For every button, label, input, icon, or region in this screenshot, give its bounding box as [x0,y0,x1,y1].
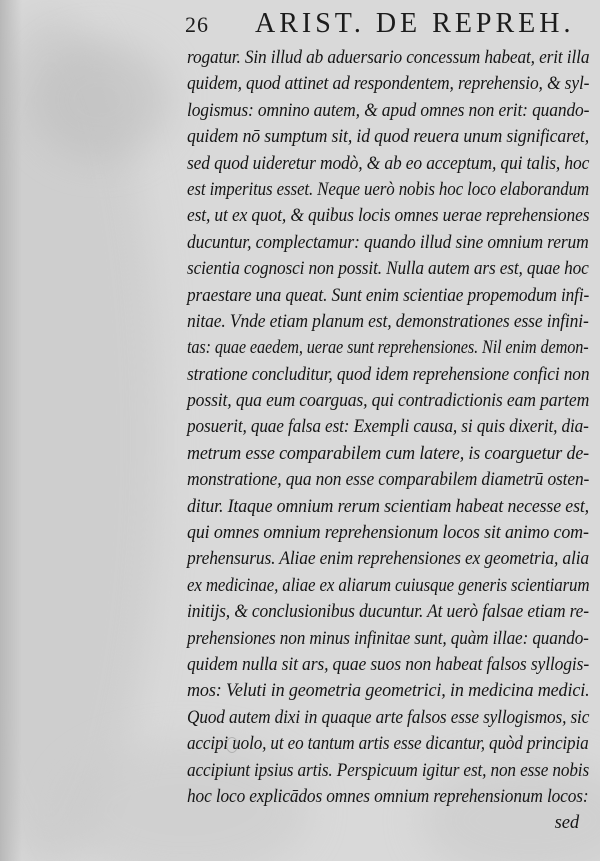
text-line: qui omnes omnium reprehensionum locos sit animo com- [187,522,589,544]
page-number: 26 [185,12,209,37]
page-gutter-shadow [0,0,22,861]
text-line: metrum esse comparabilem cum latere, is coarguetur de- [187,442,590,464]
text-line: praestare una queat. Sunt enim scientiae propemodum infi- [187,284,590,306]
text-line: sed quod uideretur modò, & ab eo acceptum, qui talis, hoc [187,152,590,174]
text-line: est, ut ex quot, & quibus locis omnes uerae reprehensiones [187,205,590,227]
running-head [185,8,575,40]
text-line: ditur. Itaque omnium rerum scientiam habeat necesse est, [187,495,590,517]
text-line: rogatur. Sin illud ab aduersario concessum habeat, erit illa [187,47,590,68]
body-text [187,45,589,837]
text-line: quidem nulla sit ars, quae suos non habeat falsos syllogis- [187,653,590,675]
text-line: initijs, & conclusionibus ducuntur. At uerò falsae etiam re- [187,601,589,623]
text-line: est imperitus esset. Neque uerò nobis hoc loco elaborandum [187,178,590,200]
ink-smudge [226,737,238,753]
text-line: Quod autem dixi in quaque arte falsos esse syllogismos, sic [187,706,590,728]
text-line: quidem nō sumptum sit, id quod reuera unum significaret, [187,126,589,148]
running-title: ARIST. DE REPREH. [255,8,575,39]
text-line: ducuntur, complectamur: quando illud sine omnium rerum [187,231,589,253]
text-line: possit, qua eum coarguas, qui contradictionis eam partem [187,390,590,412]
text-line: accipi uolo, ut eo tantum artis esse dicantur, quòd principia [187,733,589,755]
text-line: scientia cognosci non possit. Nulla autem ars est, quae hoc [187,258,589,280]
text-line: stratione concluditur, quod idem reprehensione confici non [187,363,590,385]
text-line: prehensiones non minus infinitae sunt, quàm illae: quando- [187,627,589,649]
text-line: ex medicinae, aliae ex aliarum cuiusque generis scientiarum [187,574,590,596]
paper-stain [30,40,170,160]
text-line: accipiunt ipsius artis. Perspicuum igitur est, non esse nobis [187,759,590,781]
text-line: mos: Veluti in geometria geometrici, in medicina medici. [187,680,590,702]
text-line: monstratione, qua non esse comparabilem diametrū osten- [187,469,590,491]
text-line: tas: quae eaedem, uerae sunt reprehensiones. Nil enim demon- [187,337,589,359]
text-line: logismus: omnino autem, & apud omnes non erit: quando- [187,99,590,121]
text-line: hoc loco explicādos omnes omnium reprehensionum locos: [187,785,589,807]
text-line: quidem, quod attinet ad respondentem, reprehensio, & syl- [187,73,590,95]
text-line: nitae. Vnde etiam planum est, demonstrationes esse infini- [187,310,589,332]
text-line: posuerit, quae falsa est: Exempli causa, si quis dixerit, dia- [187,416,589,438]
catchword: sed [554,812,579,834]
text-line: prehensurus. Aliae enim reprehensiones ex geometria, alia [187,548,590,570]
